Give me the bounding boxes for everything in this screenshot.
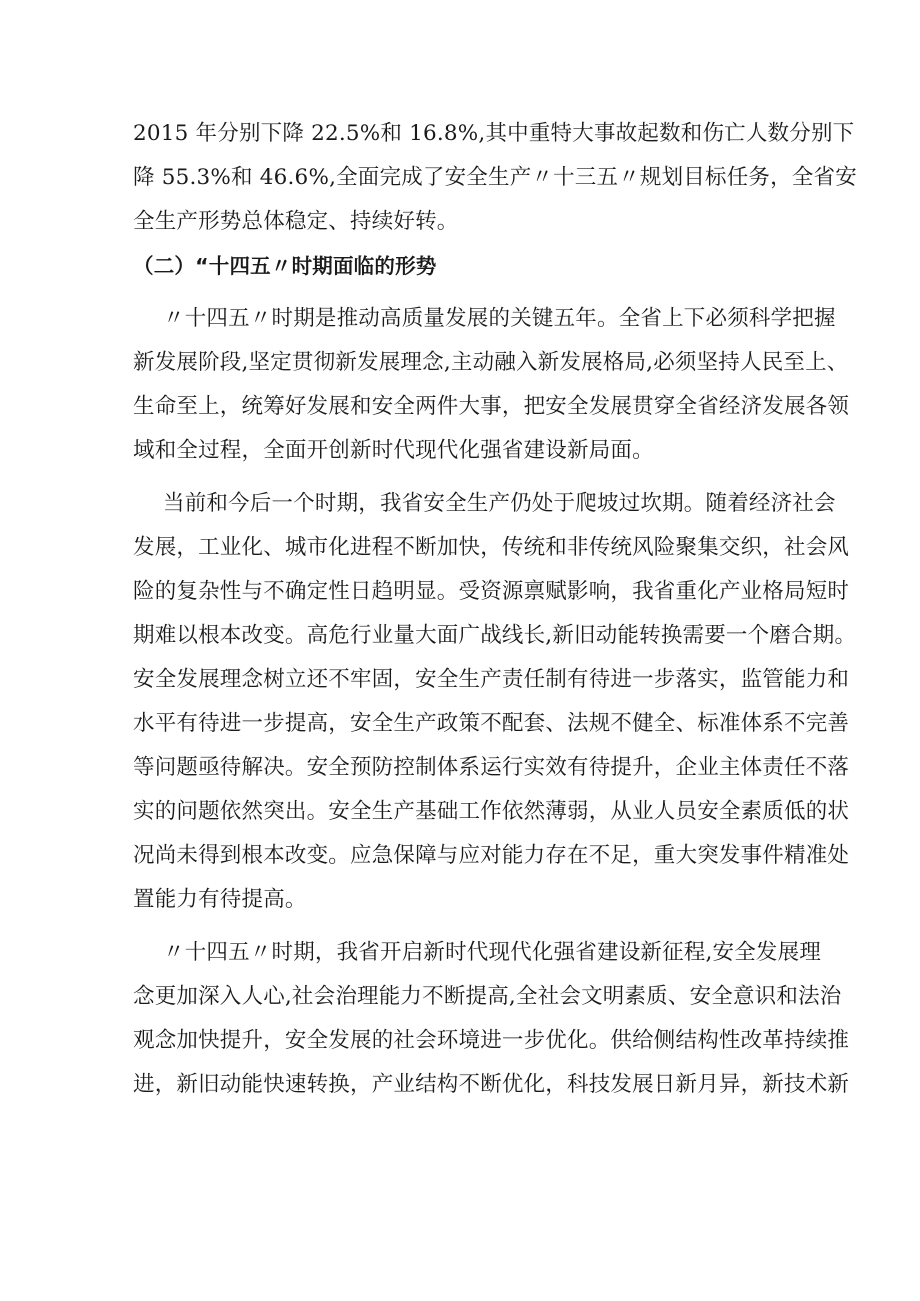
text-line: 新发展阶段,坚定贯彻新发展理念,主动融入新发展格局,必须坚持人民至上、 [133,350,849,375]
text-line: 2015 年分别下降 22.5%和 16.8%,其中重特大事故起数和伤亡人数分别下 [133,121,855,146]
text-line: 全生产形势总体稳定、持续好转。 [133,209,459,234]
text-line: 〃十四五〃时期是推动高质量发展的关键五年。全省上下必须科学把握 [163,306,836,331]
paragraph-1 [133,297,850,473]
paragraph-intro [133,112,857,244]
text-line: 等问题亟待解决。安全预防控制体系运行实效有待提升，企业主体责任不落 [133,755,850,780]
paragraph-3 [133,931,850,1107]
text-line: 念更加深入人心,社会治理能力不断提高,全社会文明素质、安全意识和法治 [133,984,842,1009]
text-line: 况尚未得到根本改变。应急保障与应对能力存在不足，重大突发事件精准处 [133,843,850,868]
text-line: 实的问题依然突出。安全生产基础工作依然薄弱，从业人员安全素质低的状 [133,799,850,824]
text-line: 水平有待进一步提高，安全生产政策不配套、法规不健全、标准体系不完善 [133,711,850,736]
text-line: 〃十四五〃时期，我省开启新时代现代化强省建设新征程,安全发展理 [163,940,822,965]
text-line: 发展，工业化、城市化进程不断加快，传统和非传统风险聚集交织，社会风 [133,535,850,560]
text-line: 观念加快提升，安全发展的社会环境进一步优化。供给侧结构性改革持续推 [133,1028,850,1053]
text-line: 进，新旧动能快速转换，产业结构不断优化，科技发展日新月异，新技术新 [133,1072,850,1097]
section-heading: （二）“十四五〃时期面临的形势 [133,254,437,278]
text-line: 安全发展理念树立还不牢固，安全生产责任制有待进一步落实，监管能力和 [133,667,850,692]
text-line: 生命至上，统筹好发展和安全两件大事，把安全发展贯穿全省经济发展各领 [133,394,850,419]
text-line: 置能力有待提高。 [133,887,307,912]
text-line: 期难以根本改变。高危行业量大面广战线长,新旧动能转换需要一个磨合期。 [133,623,857,648]
text-line: 域和全过程，全面开创新时代现代化强省建设新局面。 [133,438,654,463]
text-line: 当前和今后一个时期，我省安全生产仍处于爬坡过坎期。随着经济社会 [163,491,836,516]
text-line: 险的复杂性与不确定性日趋明显。受资源禀赋影响，我省重化产业格局短时 [133,579,850,604]
paragraph-2 [133,482,857,922]
document-body [133,112,857,1107]
text-line: 降 55.3%和 46.6%,全面完成了安全生产〃十三五〃规划目标任务，全省安 [133,165,857,190]
